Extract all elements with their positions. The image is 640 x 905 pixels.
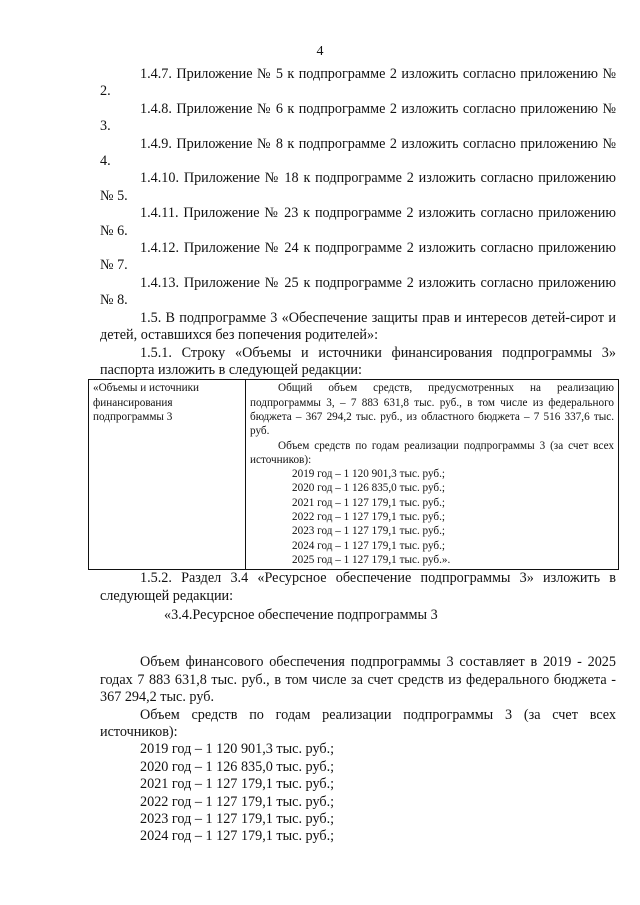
list-item: 2019 год – 1 120 901,3 тыс. руб.; [292,468,446,481]
passport-table [88,379,619,570]
list-item: 2022 год – 1 127 179,1 тыс. руб.; [292,510,446,523]
paragraph-1-4-13: 1.4.13. Приложение № 25 к подпрограмме 2 изложить согласно приложению № 8. [100,274,616,309]
paragraph-1-4-8: 1.4.8. Приложение № 6 к подпрограмме 2 изложить согласно приложению № 3. [100,100,616,135]
list-item: 2025 год – 1 127 179,1 тыс. руб.». [292,553,451,566]
funding-total-text: Общий объем средств, предусмотренных на реализацию подпрограммы 3, – 7 883 631,8 тыс. руб., в том числе из федерального бюджета – 367 294,2 тыс. руб., из областного бюджета – 7 516 337,6 тыс. руб. [250,382,614,438]
list-item: 2023 год – 1 127 179,1 тыс. руб.; [140,811,335,828]
table-right-cell [246,380,619,570]
list-item: 2021 год – 1 127 179,1 тыс. руб.; [140,776,335,793]
list-item: 2024 год – 1 127 179,1 тыс. руб.; [292,539,446,552]
list-item: 2019 год – 1 120 901,3 тыс. руб.; [140,741,335,758]
paragraph-1-5-2: 1.5.2. Раздел 3.4 «Ресурсное обеспечение подпрограммы 3» изложить в следующей редакции: [100,570,616,604]
funding-sources-text: Объем средств по годам реализации подпрограммы 3 (за счет всех источников): [250,439,614,466]
list-item: 2021 год – 1 127 179,1 тыс. руб.; [292,496,446,509]
list-item: 2024 год – 1 127 179,1 тыс. руб.; [140,828,335,845]
spacer [100,624,616,654]
paragraph-1-4-11: 1.4.11. Приложение № 23 к подпрограмме 2 изложить согласно приложению № 6. [100,205,616,239]
paragraph-funding-sources: Объем средств по годам реализации подпрограммы 3 (за счет всех источников): [100,706,616,741]
document-body [93,66,616,846]
paragraph-1-4-9: 1.4.9. Приложение № 8 к подпрограмме 2 изложить согласно приложению № 4. [100,135,616,170]
list-item: 2020 год – 1 126 835,0 тыс. руб.; [292,482,446,495]
list-item: 2023 год – 1 127 179,1 тыс. руб.; [292,525,446,538]
table-row [89,380,619,570]
table-left-cell [89,380,246,570]
paragraph-funding-volume: Объем финансового обеспечения подпрограммы 3 составляет в 2019 - 2025 годах 7 883 631,8 тыс. руб., в том числе за счет средств из федерального бюджета - 367 294,2 тыс. руб. [100,654,616,706]
left-cell-text: «Объемы и источники финансирования подпрограммы 3 [93,382,200,423]
passport-table-wrap [88,379,619,570]
table-year-list [250,467,614,567]
paragraph-1-5: 1.5. В подпрограмме 3 «Обеспечение защиты прав и интересов детей-сирот и детей, оставшихся без попечения родителей»: [100,309,616,344]
list-item: 2022 год – 1 127 179,1 тыс. руб.; [140,793,335,810]
page-number: 4 [316,44,324,59]
section-heading: «3.4.Ресурсное обеспечение подпрограммы 3 [164,606,438,623]
paragraph-1-4-7: 1.4.7. Приложение № 5 к подпрограмме 2 изложить согласно приложению № 2. [100,66,616,100]
year-list [100,741,616,845]
paragraph-1-5-1: 1.5.1. Строку «Объемы и источники финансирования подпрограммы 3» паспорта изложить в следующей редакции: [100,344,616,378]
list-item: 2020 год – 1 126 835,0 тыс. руб.; [140,758,335,775]
paragraph-1-4-12: 1.4.12. Приложение № 24 к подпрограмме 2 изложить согласно приложению № 7. [100,240,616,274]
paragraph-1-4-10: 1.4.10. Приложение № 18 к подпрограмме 2 изложить согласно приложению № 5. [100,170,616,204]
